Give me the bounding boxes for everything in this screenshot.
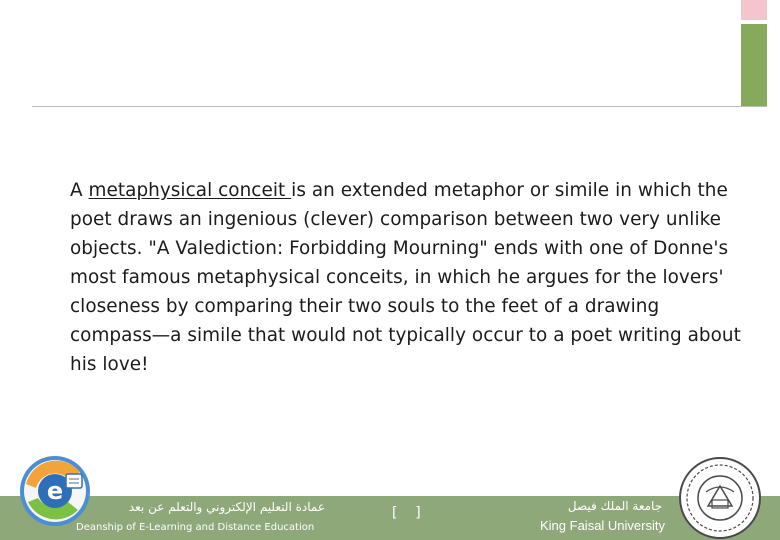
header-accent-pink — [741, 0, 767, 20]
elearning-globe-icon — [18, 454, 92, 528]
paragraph-body: is an extended metaphor or simile in which the poet draws an ingenious (clever) comparison between two very unlike objects. "A Valediction: Forbidding Mourning" ends with one of Donne's most famous metaphysical conceits, in which he argues for the lovers' closeness by comparing their two souls to the feet of a drawing compass—a simile that would not typically occur to a poet writing about his love! — [70, 180, 741, 375]
footer-university-english: King Faisal University — [540, 518, 665, 533]
slide-page-number: [ ] — [392, 505, 421, 521]
paragraph-lead: A — [70, 180, 89, 201]
footer-deanship-arabic: عمادة التعليم الإلكتروني والتعلم عن بعد — [128, 500, 325, 514]
paragraph-term: metaphysical conceit — [88, 180, 292, 201]
svg-text:e: e — [46, 477, 64, 505]
university-seal-icon — [678, 456, 762, 540]
slide-paragraph — [70, 176, 742, 379]
header-divider — [32, 106, 767, 107]
footer-university-arabic: جامعة الملك فيصل — [567, 499, 663, 513]
header-accent-green — [741, 24, 767, 106]
footer-deanship-english: Deanship of E-Learning and Distance Education — [76, 522, 315, 533]
